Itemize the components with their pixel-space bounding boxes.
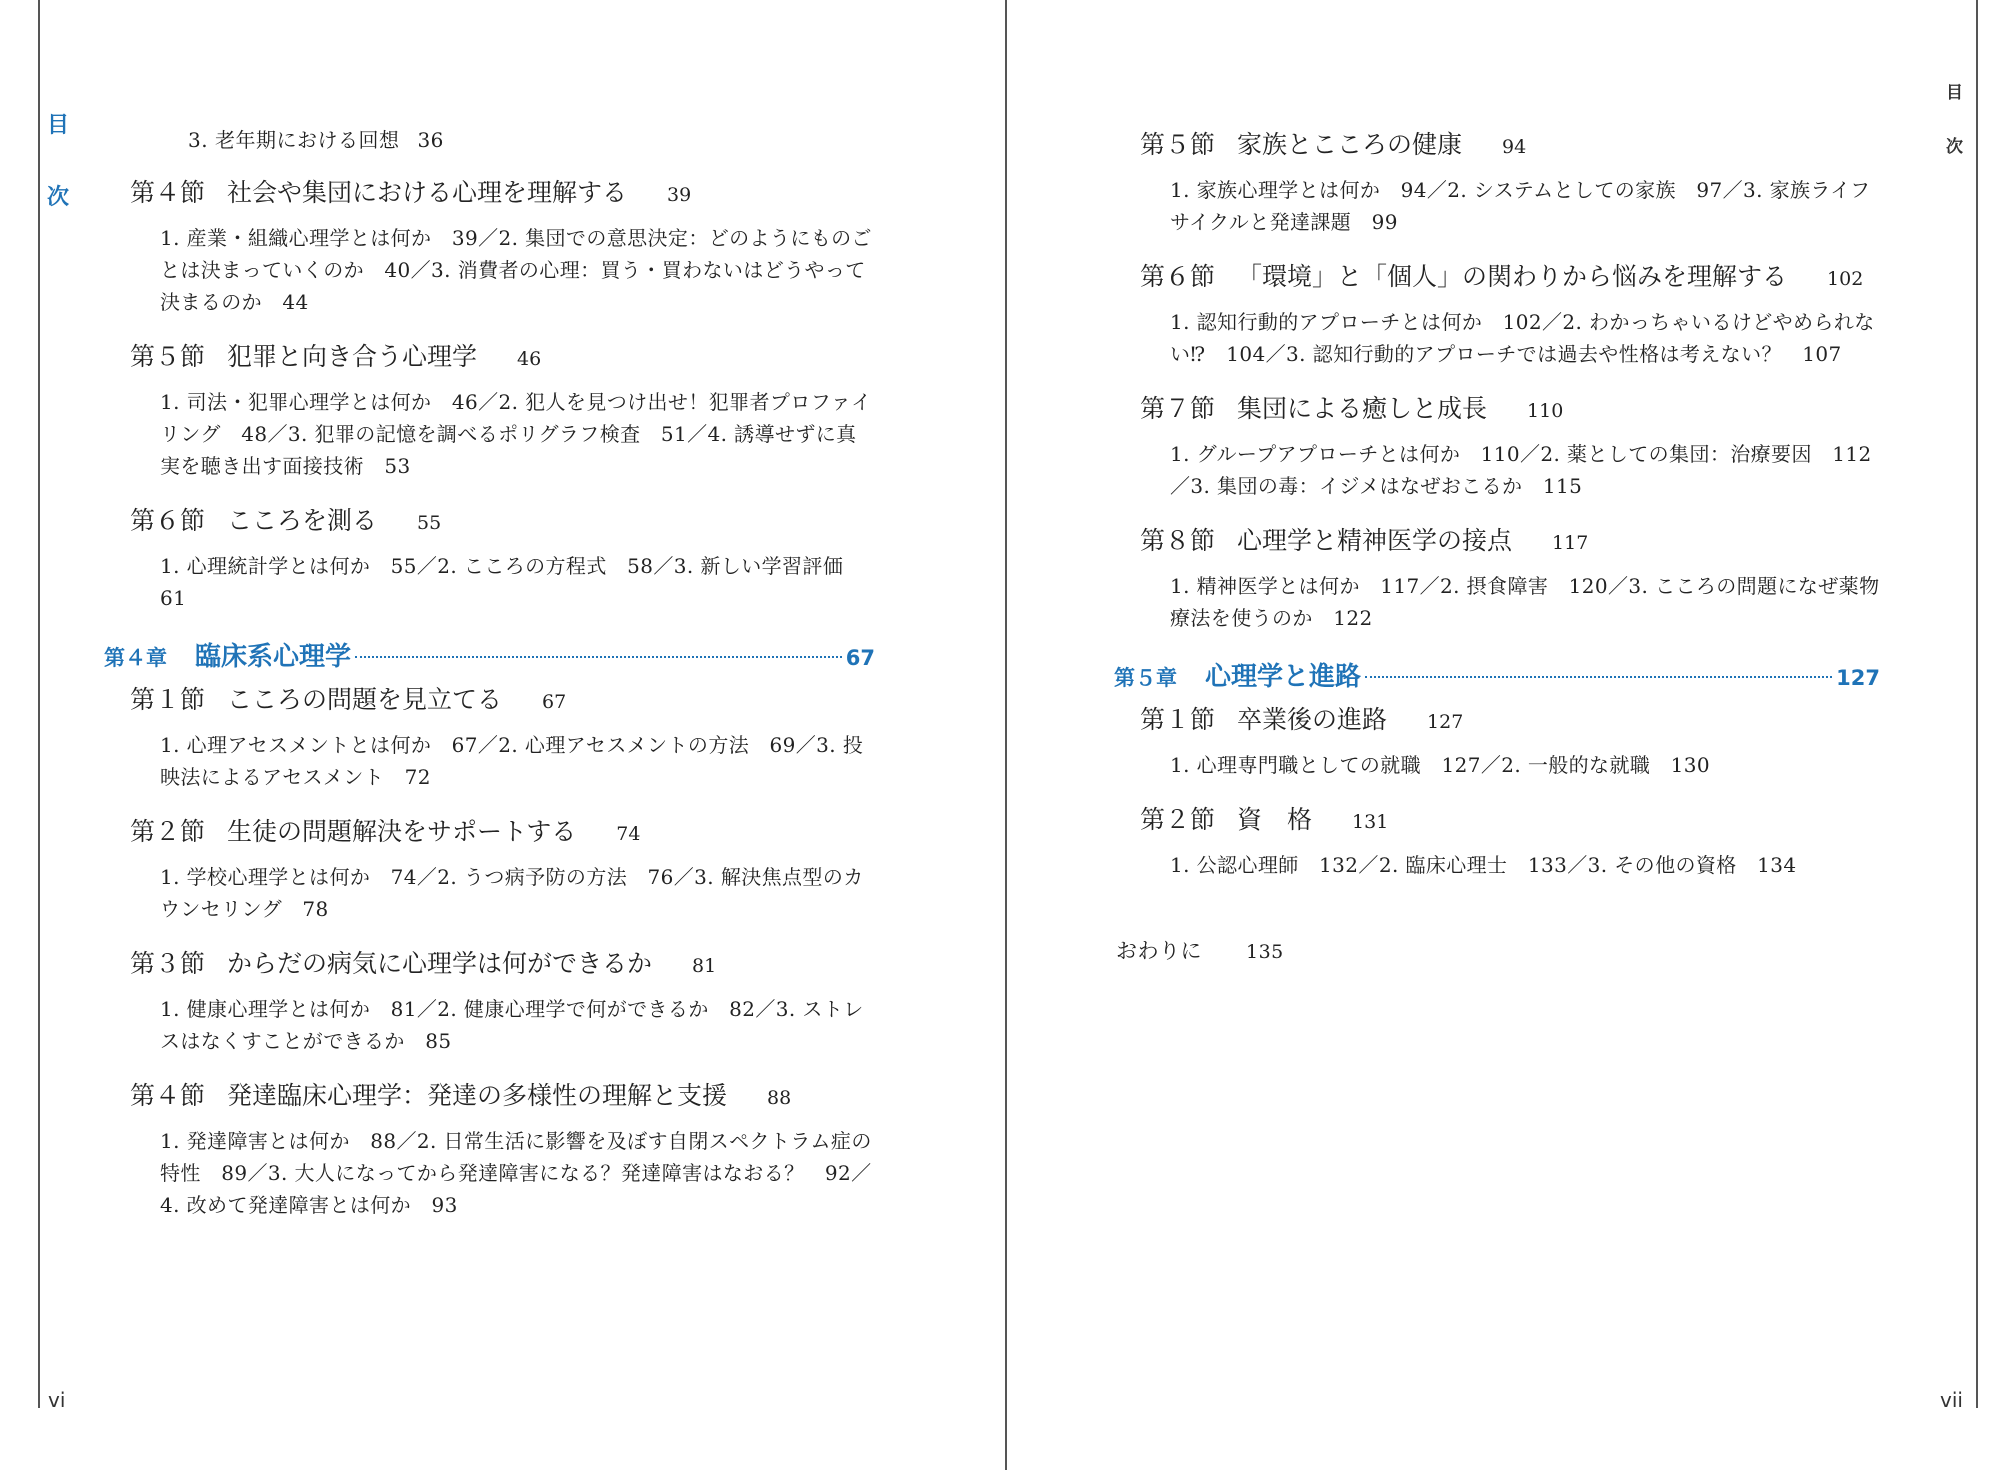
section-subentries: 1. グループアプローチとは何か 110／2. 薬としての集団：治療要因 112／3. 集団の毒：イジメはなぜおこるか 115 (1170, 442, 1872, 498)
section-heading (130, 504, 875, 540)
section-subentries: 1. 心理専門職としての就職 127／2. 一般的な就職 130 (1170, 753, 1711, 777)
section-subentries: 1. 健康心理学とは何か 81／2. 健康心理学で何ができるか 82／3. ストレスはなくすことができるか 85 (160, 997, 864, 1053)
section-title: 心理学と精神医学の接点 (1237, 526, 1513, 555)
chapter-page: 67 (845, 646, 875, 670)
entry-page: 36 (417, 128, 444, 152)
section-page: 94 (1502, 136, 1527, 158)
section-page: 131 (1352, 811, 1389, 833)
section-heading (130, 340, 875, 376)
section-page: 39 (667, 184, 692, 206)
section-heading (130, 683, 875, 719)
section-entry (130, 340, 875, 482)
section-entry (130, 815, 875, 925)
toc-continued-entry (188, 124, 875, 156)
section-label: 第４節 (130, 178, 206, 207)
chapter-label: 第５章 (1114, 666, 1177, 690)
folio-right: vii (1940, 1388, 1963, 1412)
section-page: 102 (1827, 268, 1864, 290)
section-title: 集団による癒しと成長 (1237, 394, 1488, 423)
section-page: 46 (517, 348, 542, 370)
section-title: こころを測る (227, 506, 378, 535)
running-head-char: 目 (1946, 83, 1963, 103)
section-entry (130, 504, 875, 614)
section-page: 67 (542, 691, 567, 713)
closing-text: おわりに (1116, 939, 1202, 963)
running-head-char: 次 (47, 185, 70, 210)
section-entry (1140, 524, 1880, 634)
section-subentries: 1. 司法・犯罪心理学とは何か 46／2. 犯人を見つけ出せ！犯罪者プロファイリング 48／3. 犯罪の記憶を調べるポリグラフ検査 51／4. 誘導せずに真実を聴き出す面接技術 53 (160, 390, 872, 478)
section-title: 卒業後の進路 (1237, 705, 1388, 734)
section-heading (130, 1079, 875, 1115)
running-head-right (1946, 66, 1968, 174)
section-label: 第４節 (130, 1081, 206, 1110)
section-entry (1140, 703, 1880, 781)
section-heading (1140, 524, 1880, 560)
section-title: 家族とこころの健康 (1237, 130, 1463, 159)
section-label: 第７節 (1140, 394, 1216, 423)
running-head-char: 目 (47, 113, 70, 138)
section-subentries: 1. 産業・組織心理学とは何か 39／2. 集団での意思決定：どのようにものごとは決まっていくのか 40／3. 消費者の心理：買う・買わないはどうやって決まるのか 44 (160, 226, 872, 314)
section-entry (130, 176, 875, 318)
section-subentries: 1. 心理統計学とは何か 55／2. こころの方程式 58／3. 新しい学習評価 61 (160, 554, 864, 610)
chapter-heading (1114, 656, 1880, 693)
section-label: 第６節 (130, 506, 206, 535)
section-label: 第８節 (1140, 526, 1216, 555)
section-page: 127 (1427, 711, 1464, 733)
entry-text: 3. 老年期における回想 (188, 128, 400, 152)
left-margin-rule (38, 0, 40, 1408)
toc-left (104, 124, 875, 1243)
running-head-left (47, 90, 77, 234)
section-subentries: 1. 学校心理学とは何か 74／2. うつ病予防の方法 76／3. 解決焦点型のカウンセリング 78 (160, 865, 864, 921)
chapter-label: 第４章 (104, 646, 167, 670)
section-title: 社会や集団における心理を理解する (227, 178, 628, 207)
section-subentries: 1. 認知行動的アプローチとは何か 102／2. わかっちゃいるけどやめられない⁉ 104／3. 認知行動的アプローチでは過去や性格は考えない？ 107 (1170, 310, 1875, 366)
section-title: 発達臨床心理学：発達の多様性の理解と支援 (227, 1081, 728, 1110)
section-heading (1140, 392, 1880, 428)
section-page: 74 (616, 823, 641, 845)
section-label: 第６節 (1140, 262, 1216, 291)
chapter-page: 127 (1836, 666, 1880, 690)
section-label: 第１節 (1140, 705, 1216, 734)
running-head-char: 次 (1946, 137, 1963, 157)
section-title: 「環境」と「個人」の関わりから悩みを理解する (1237, 262, 1788, 291)
section-entry (1140, 392, 1880, 502)
section-subentries: 1. 精神医学とは何か 117／2. 摂食障害 120／3. こころの問題になぜ薬物療法を使うのか 122 (1170, 574, 1880, 630)
section-title: からだの病気に心理学は何ができるか (227, 949, 653, 978)
closing-page: 135 (1246, 941, 1284, 963)
section-label: 第１節 (130, 685, 206, 714)
section-title: こころの問題を見立てる (227, 685, 503, 714)
section-label: 第５節 (1140, 130, 1216, 159)
section-title: 資 格 (1237, 805, 1313, 834)
chapter-title: 臨床系心理学 (195, 642, 352, 672)
section-page: 55 (417, 512, 442, 534)
section-label: 第３節 (130, 949, 206, 978)
section-page: 117 (1552, 532, 1589, 554)
section-entry (1140, 128, 1880, 238)
section-subentries: 1. 発達障害とは何か 88／2. 日常生活に影響を及ぼす自閉スペクトラム症の特性 89／3. 大人になってから発達障害になる？発達障害はなおる？ 92／4. 改めて発達障害とは何か 93 (160, 1129, 872, 1217)
section-page: 88 (767, 1087, 792, 1109)
chapter-title: 心理学と進路 (1205, 662, 1362, 692)
section-heading (1140, 703, 1880, 739)
spine-rule (1005, 0, 1007, 1470)
section-heading (1140, 128, 1880, 164)
section-title: 犯罪と向き合う心理学 (227, 342, 478, 371)
section-page: 81 (692, 955, 717, 977)
section-label: 第２節 (130, 817, 206, 846)
section-heading (1140, 803, 1880, 839)
right-margin-rule (1976, 0, 1978, 1408)
section-page: 110 (1527, 400, 1564, 422)
section-heading (130, 947, 875, 983)
section-heading (1140, 260, 1880, 296)
folio-left: vi (48, 1388, 66, 1412)
section-entry (1140, 803, 1880, 881)
section-heading (130, 176, 875, 212)
section-subentries: 1. 心理アセスメントとは何か 67／2. 心理アセスメントの方法 69／3. 投映法によるアセスメント 72 (160, 733, 864, 789)
section-subentries: 1. 家族心理学とは何か 94／2. システムとしての家族 97／3. 家族ライフサイクルと発達課題 99 (1170, 178, 1871, 234)
section-entry (130, 1079, 875, 1221)
section-label: 第５節 (130, 342, 206, 371)
section-subentries: 1. 公認心理師 132／2. 臨床心理士 133／3. その他の資格 134 (1170, 853, 1797, 877)
toc-right (1114, 128, 1880, 968)
dot-leader (1365, 676, 1832, 678)
dot-leader (355, 656, 842, 658)
section-heading (130, 815, 875, 851)
chapter-heading (104, 636, 875, 673)
section-entry (130, 947, 875, 1057)
section-entry (1140, 260, 1880, 370)
section-title: 生徒の問題解決をサポートする (227, 817, 577, 846)
toc-closing-entry (1116, 935, 1880, 968)
section-entry (130, 683, 875, 793)
section-label: 第２節 (1140, 805, 1216, 834)
